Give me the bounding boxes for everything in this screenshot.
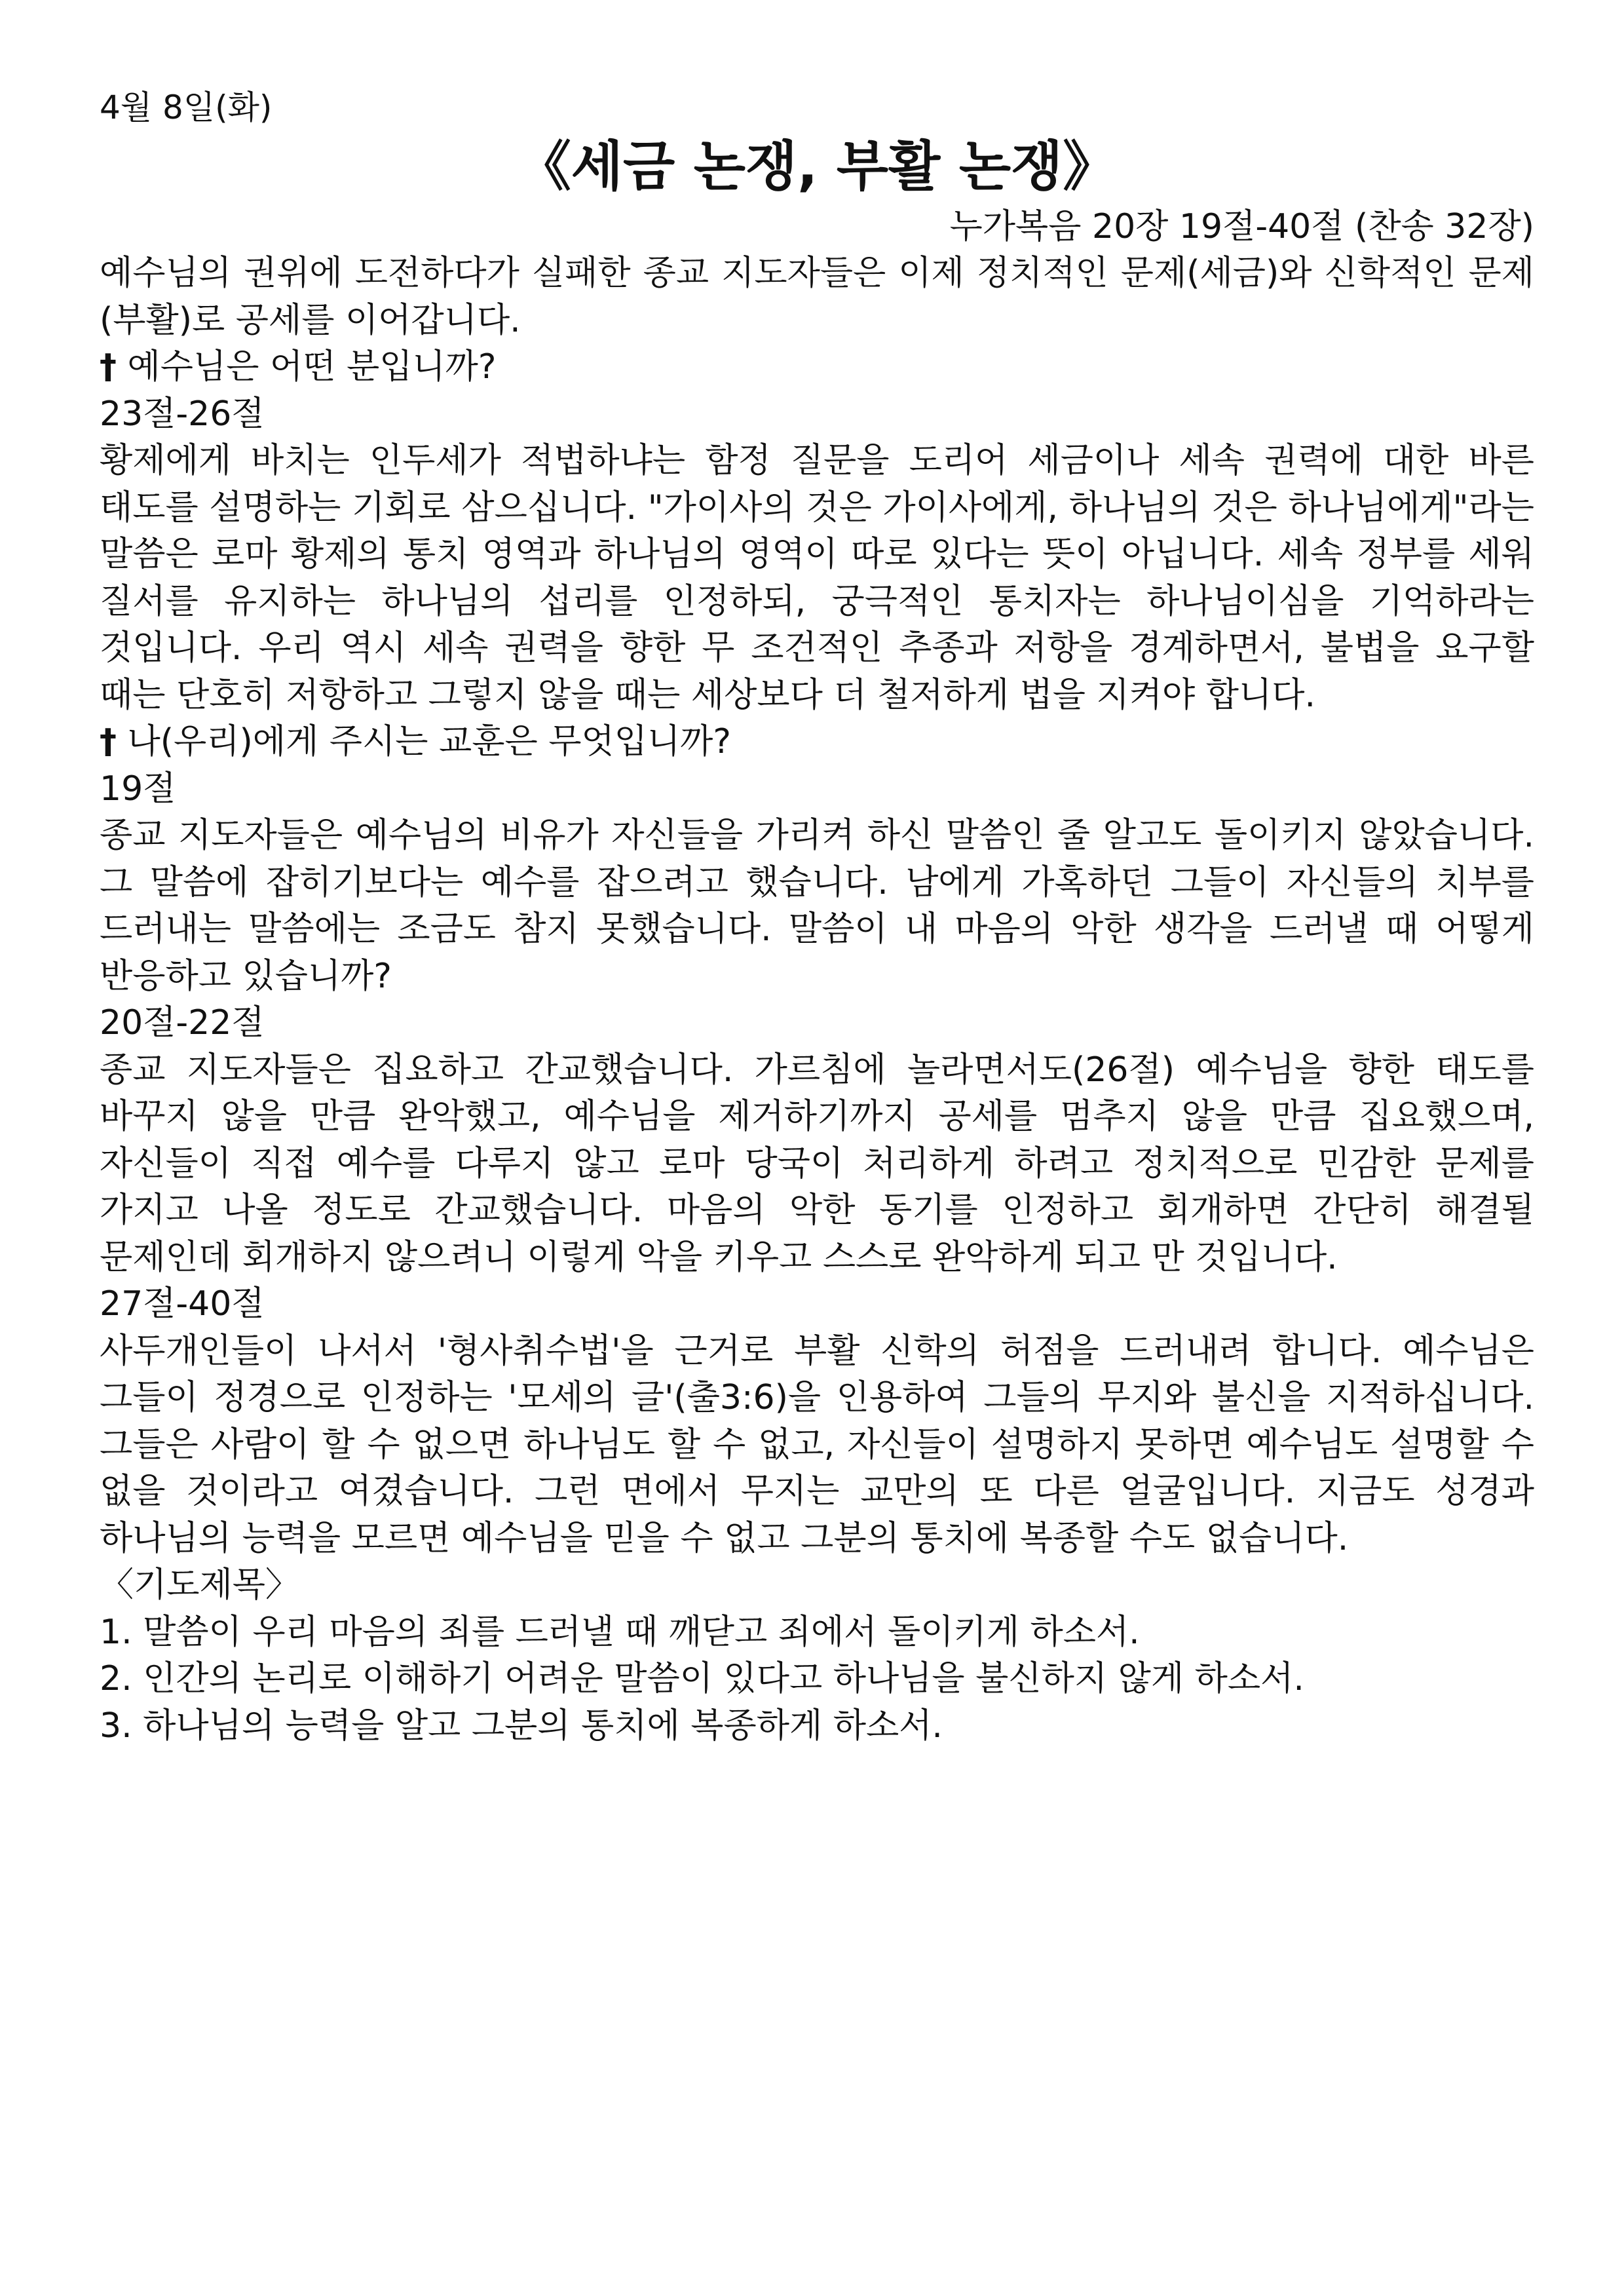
intro-paragraph: 예수님의 권위에 도전하다가 실패한 종교 지도자들은 이제 정치적인 문제(세금)와 신학적인 문제(부활)로 공세를 이어갑니다. [100, 254, 1534, 340]
section-heading-text: 예수님은 어떤 분입니까? [127, 347, 497, 387]
prayer-list [100, 1609, 1534, 1750]
section-paragraph: 사두개인들이 나서서 '형사취수법'을 근거로 부활 신학의 허점을 드러내려 합니다. 예수님은 그들이 정경으로 인정하는 '모세의 글'(출3:6)을 인용하여 그들의 무지와 불신을 지적하십니다. 그들은 사람이 할 수 없으면 하나님도 할 수 없고, 자신들이 설명하지 못하면 예수님도 설명할 수 없을 것이라고 여겼습니다. 그런 면에서 무지는 교만의 또 다른 얼굴입니다. 지금도 성경과 하나님의 능력을 모르면 예수님을 믿을 수 없고 그분의 통치에 복종할 수도 없습니다. [100, 1331, 1534, 1558]
prayer-item: 1. 말씀이 우리 마음의 죄를 드러낼 때 깨닫고 죄에서 돌이키게 하소서. [100, 1612, 1140, 1652]
verse-label: 19절 [100, 769, 176, 809]
document-page [100, 84, 1534, 1750]
verse-label: 27절-40절 [100, 1284, 265, 1324]
section-heading-text: 나(우리)에게 주시는 교훈은 무엇입니까? [127, 722, 732, 761]
cross-icon: † [100, 347, 117, 387]
date: 4월 8일(화) [100, 88, 273, 126]
section-heading-lesson [100, 719, 1534, 766]
verse-label: 23절-26절 [100, 394, 265, 434]
section-paragraph: 종교 지도자들은 집요하고 간교했습니다. 가르침에 놀라면서도(26절) 예수님을 향한 태도를 바꾸지 않을 만큼 완악했고, 예수님을 제거하기까지 공세를 멈추지 않을 만큼 집요했으며, 자신들이 직접 예수를 다루지 않고 로마 당국이 처리하게 하려고 정치적으로 민감한 문제를 가지고 나올 정도로 간교했습니다. 마음의 악한 동기를 인정하고 회개하면 간단히 해결될 문제인데 회개하지 않으려니 이렇게 악을 키우고 스스로 완악하게 되고 만 것입니다. [100, 1050, 1534, 1277]
section-paragraph: 종교 지도자들은 예수님의 비유가 자신들을 가리켜 하신 말씀인 줄 알고도 돌이키지 않았습니다. 그 말씀에 잡히기보다는 예수를 잡으려고 했습니다. 남에게 가혹하던 그들이 자신들의 치부를 드러내는 말씀에는 조금도 참지 못했습니다. 말씀이 내 마음의 악한 생각을 드러낼 때 어떻게 반응하고 있습니까? [100, 816, 1534, 996]
prayer-title: 〈기도제목〉 [100, 1565, 299, 1605]
prayer-item: 3. 하나님의 능력을 알고 그분의 통치에 복종하게 하소서. [100, 1706, 943, 1746]
prayer-item: 2. 인간의 논리로 이해하기 어려운 말씀이 있다고 하나님을 불신하지 않게 하소서. [100, 1659, 1304, 1698]
scripture-reference: 누가복음 20장 19절-40절 (찬송 32장) [949, 207, 1534, 246]
section-heading-who-is-jesus [100, 344, 1534, 391]
cross-icon: † [100, 722, 117, 761]
section-paragraph: 황제에게 바치는 인두세가 적법하냐는 함정 질문을 도리어 세금이나 세속 권력에 대한 바른 태도를 설명하는 기회로 삼으십니다. "가이사의 것은 가이사에게, 하나님의 것은 하나님에게"라는 말씀은 로마 황제의 통치 영역과 하나님의 영역이 따로 있다는 뜻이 아닙니다. 세속 정부를 세워 질서를 유지하는 하나님의 섭리를 인정하되, 궁극적인 통치자는 하나님이심을 기억하라는 것입니다. 우리 역시 세속 권력을 향한 무 조건적인 추종과 저항을 경계하면서, 불법을 요구할 때는 단호히 저항하고 그렇지 않을 때는 세상보다 더 철저하게 법을 지켜야 합니다. [100, 441, 1534, 715]
verse-label: 20절-22절 [100, 1003, 265, 1043]
page-title: 《세금 논쟁, 부활 논쟁》 [517, 136, 1117, 198]
